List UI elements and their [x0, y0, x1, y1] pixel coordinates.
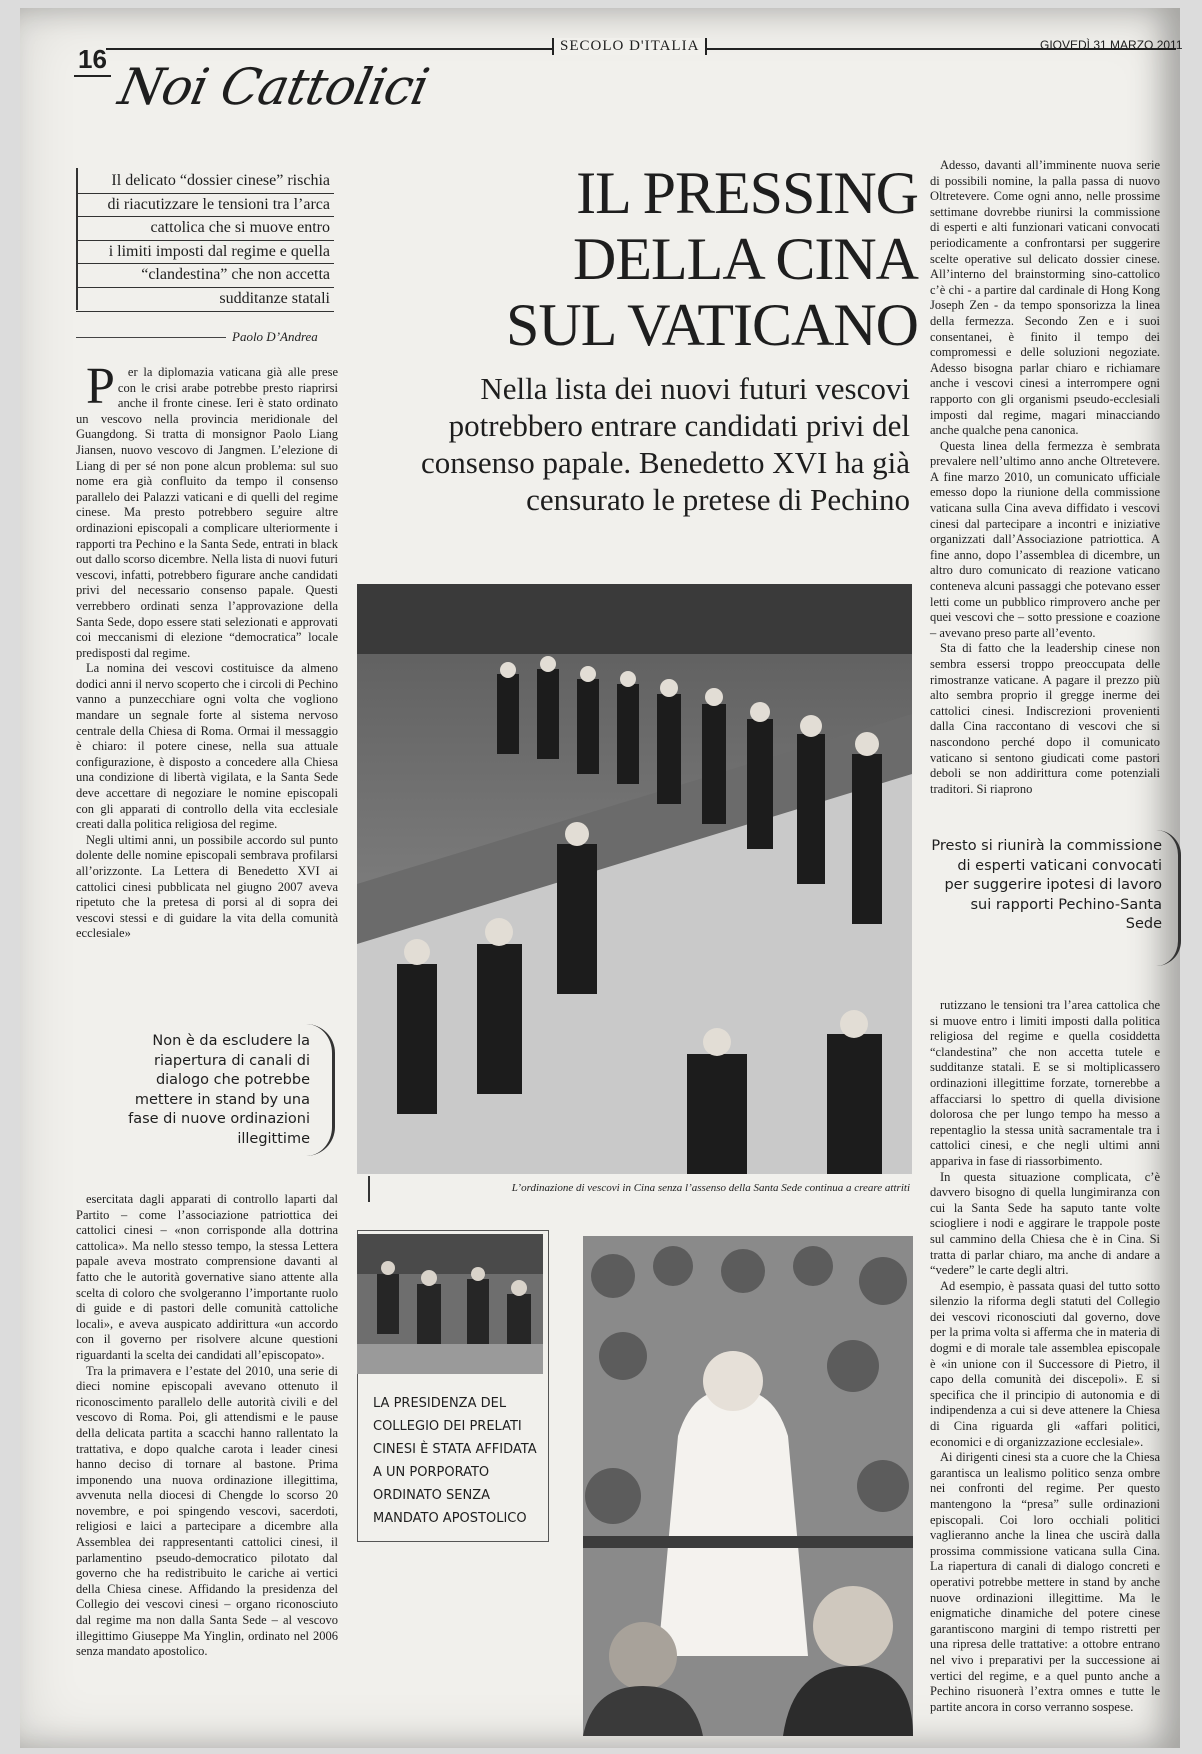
pullquote-bracket [306, 1024, 335, 1156]
issue-date: GIOVEDÌ 31 MARZO 2011 [1040, 38, 1183, 52]
summary-line: cattolica che si muove entro [76, 217, 334, 241]
paragraph: rutizzano le tensioni tra l’area cattolica che si muove entro i limiti imposti dalla politica religiosa del regime e quella cosiddetta “clandestina” che non accetta tutele e sudditanze statali. E se si moltiplicassero ordinazioni illegittime forzate, tornerebbe a affacciarsi lo spettro di quella divisione dolorosa che per lungo tempo ha messo a repentaglio la stessa unità sacramentale tra i cattolici cinesi, e che negli ultimi anni appariva in fase di riassorbimento. [930, 998, 1160, 1168]
paragraph: esercitata dagli apparati di controllo laparti dal Partito – come l’associazione patriottica dei cattolici cinesi – «non corrisponde alla dottrina cattolica». Ma nello stesso tempo, la stessa Lettera papale aveva mostrato comprensione davanti al fatto che le autorità governative siano attente alla scelta di coloro che svolgeranno l’importante ruolo di guide e di pastori delle comunità cattoliche locali», e aveva auspicato addirittura «un accordo con il governo per risolvere alcune questioni riguardanti la scelta dei candidati all’episcopato». [76, 1192, 338, 1362]
article-column-3-continued [930, 998, 1160, 1715]
main-photo-caption: L’ordinazione di vescovi in Cina senza l’assenso della Santa Sede continua a creare attriti [511, 1182, 910, 1194]
paragraph: Ai dirigenti cinesi sta a cuore che la Chiesa garantisca un lealismo politico senza ombre nei confronti del regime. Per questo mantengono la “presa” sulle ordinazioni episcopali. Coi loro occhiali politici vaglieranno anche la linea che uscirà dalla prossima commissione vaticana sulla Cina. La riapertura di canali di dialogo concreti e operativi potrebbe mettere in stand by anche nuove ordinazioni illegittime. Ma le enigmatiche dinamiche del potere cinese garantiscono margini di tempo ristretti per una ripresa delle trattative: a ottobre entrano nel vivo i preparativi per la successione ai vertici del regime, e a quel punto anche a Pechino risuonerà l’extra omnes e tutte le partite ancora in corso verranno sospese. [930, 1450, 1160, 1714]
subheadline: Nella lista dei nuovi futuri vescovi potrebbero entrare candidati privi del consenso papale. Benedetto XVI ha già censurato le pretese di Pechino [421, 371, 910, 517]
pullquote-left: Non è da escludere la riapertura di canali di dialogo che potrebbe mettere in stand by una fase di nuove ordinazioni illegittime [128, 1033, 310, 1147]
caption-mark [368, 1176, 370, 1202]
article-column-3 [930, 158, 1160, 797]
paragraph: Per la diplomazia vaticana già alle prese con le crisi arabe potrebbe presto riaprirsi anche il fronte cinese. Ieri è stato ordinato un vescovo nella provincia meridionale del Guangdong. Si tratta di monsignor Paolo Liang Jiansen, nuovo vescovo di Jangmen. L’elezione di Liang di per sé non pone alcun problema: sul suo nome era già confluito da tempo il consenso parallelo dei Palazzi vaticani e di quelli del regime cinese. Ma presto potrebbero seguire altre ordinazioni episcopali a complicare ulteriormente i rapporti tra Pechino e la Santa Sede, entrati in black out dallo scorso dicembre. Nella lista di nuovi futuri vescovi, infatti, potrebbero figurare anche candidati privi del necessario consenso papale. Questi verrebbero ordinati senza l’approvazione della Santa Sede, dopo essere stati selezionati e approvati coi meccanismi di elezione “democratica” locale predisposti dal regime. [76, 358, 338, 660]
headline: IL PRESSING DELLA CINA SUL VATICANO [506, 160, 918, 358]
byline: Paolo D’Andrea [232, 329, 318, 344]
paragraph: Sta di fatto che la leadership cinese non sembra essersi troppo preoccupata delle rimostranze vaticane. A pagare il prezzo più alto sembra proprio il gregge inerme dei cattolici cinesi. Indiscrezioni provenienti dalla Cina raccontano di vescovi che si nascondono perché dopo il comunicato vaticano si sentono giudicati come pastori deboli se non addirittura come potenziali traditori. Si riaprono [930, 641, 1160, 796]
paragraph: Tra la primavera e l’estate del 2010, una serie di dieci nomine episcopali avevano ottenuto il riconoscimento parallelo delle autorità civili e del vescovo di Roma. Poi, gli attendismi e le pause della delicata partita a scacchi hanno rallentato la trattativa, e dopo qualche carota i leader cinesi hanno deciso di tornare al bastone. Prima imponendo una nuova ordinazione illegittima, avvenuta nella diocesi di Chengde lo scorso 20 novembre, e poi spingendo vescovi, sacerdoti, religiosi e laici a partecipare a dicembre alla Assemblea dei rappresentanti cattolici cinesi, il parlamentino pseudo-democratico pilotato dal governo che ha redistribuito le cariche ai vertici della Chiesa cinese. Affidando la presidenza del Collegio dei vescovi cinesi – organo riconosciuto dal regime ma non dalla Santa Sede – al vescovo illegittimo Giuseppe Ma Yinglin, ordinato nel 2006 senza mandato apostolico. [76, 1363, 338, 1659]
inset-photo [357, 1234, 543, 1374]
pullquote-bracket [1156, 830, 1181, 966]
pullquote-right: Presto si riunirà la commissione di esperti vaticani convocati per suggerire ipotesi di lavoro sui rapporti Pechino-Santa Sede [931, 838, 1162, 932]
paragraph: Ad esempio, è passata quasi del tutto sotto silenzio la riforma degli statuti del Collegio dei vescovi riconosciuti dal governo, dove per la prima volta si afferma che in materia di dogmi e di morale tale assemblea episcopale è «in unione con il Successore di Pietro, il capo della comunità dei discepoli». E si specifica che il principio di autonomia e di indipendenza a cui si deve attenere la Chiesa di Cina riguarda gli «affari politici, economici e di organizzazione ecclesiale». [930, 1278, 1160, 1449]
paragraph: Negli ultimi anni, un possibile accordo sul punto dolente delle nomine episcopali sembrava profilarsi all’orizzonte. La Lettera di Benedetto XVI ai cattolici cinesi pubblicata nel giugno 2007 aveva ripetuto che la pretesa di porsi al di sopra dei vescovi stessi e di guidare la vita della comunità ecclesiale» [76, 832, 338, 941]
paragraph: La nomina dei vescovi costituisce da almeno dodici anni il nervo scoperto che i circoli di Pechino vanno a punzecchiare ogni volta che vogliono mandare un segnale forte al sistema nervoso centrale della Chiesa di Roma. Ormai il messaggio è chiaro: il potere cinese, nella sua attuale configurazione, è disposto a concedere alla Chiesa una condizione di libertà vigilata, e la Santa Sede deve accettare di negoziare le nomine episcopali con gli apparati di controllo della vita ecclesiale creati dalla politica religiosa del regime. [76, 661, 338, 832]
summary-line: sudditanze statali [76, 288, 334, 312]
inset-caption: LA PRESIDENZA DEL COLLEGIO DEI PRELATI CINESI È STATA AFFIDATA A UN PORPORATO ORDINATO SENZA MANDATO APOSTOLICO [373, 1396, 537, 1526]
pope-photo [583, 1236, 913, 1736]
paragraph: Questa linea della fermezza è sembrata prevalere nell’ultimo anno anche Oltretevere. A fine marzo 2010, un comunicato ufficiale emesso dopo la riunione della commissione vaticana sulla Cina aveva diffidato i vescovi cinesi dal partecipare a incontri e iniziative organizzati dall’Associazione patriottica. A fine anno, dopo l’assemblea di dicembre, un altro duro comunicato di reazione vaticano conteneva alcuni passaggi che potevano esser letti come un pubblico rimprovero anche per quei vescovi che – sotto pressione e coazione – avevano preso parte all’evento. [930, 438, 1160, 640]
article-column-1-continued [76, 1192, 338, 1660]
masthead: SECOLO D'ITALIA [552, 38, 707, 55]
section-title: Noi Cattolici [113, 58, 434, 116]
paragraph: Adesso, davanti all’imminente nuova serie di possibili nomine, la palla passa di nuovo Oltretevere. Come ogni anno, nelle prossime settimane dovrebbe riunirsi la commissione di esperti e alti funzionari vaticani convocati periodicamente a confrontarsi per suggerire scelte operative sul delicato dossier cinese. All’interno del brainstorming sino-cattolico c’è chi - a partire dal cardinale di Hong Kong Joseph Zen - da tempo sponsorizza la linea della fermezza. Secondo Zen e i suoi consentanei, è finito il tempo dei compromessi e delle soluzioni negoziate. Adesso bisogna parlar chiaro e richiamare anche i vescovi cinesi a interrompere ogni rapporto con gli organismi pseudo-ecclesiali imposti dal regime, magari minacciando anche qualche pena canonica. [930, 158, 1160, 438]
summary-line: Il delicato “dossier cinese” rischia [76, 170, 334, 194]
summary-line: di riacutizzare le tensioni tra l’arca [76, 194, 334, 218]
page-number: 16 [74, 44, 111, 77]
summary-box [76, 170, 334, 312]
summary-line: i limiti imposti dal regime e quella [76, 241, 334, 265]
summary-line: “clandestina” che non accetta [76, 264, 334, 288]
main-photo [357, 584, 912, 1174]
article-column-1 [76, 358, 338, 942]
paragraph: In questa situazione complicata, c’è davvero bisogno di quella lungimiranza con cui la Santa Sede ha saputo tante volte sciogliere i nodi e aggirare le trappole poste sul cammino della Chiesa che è in Cina. Si tratta di parlar chiaro, ma anche di andare a “vedere” le carte degli altri. [930, 1169, 1160, 1278]
byline-rule [76, 337, 226, 338]
